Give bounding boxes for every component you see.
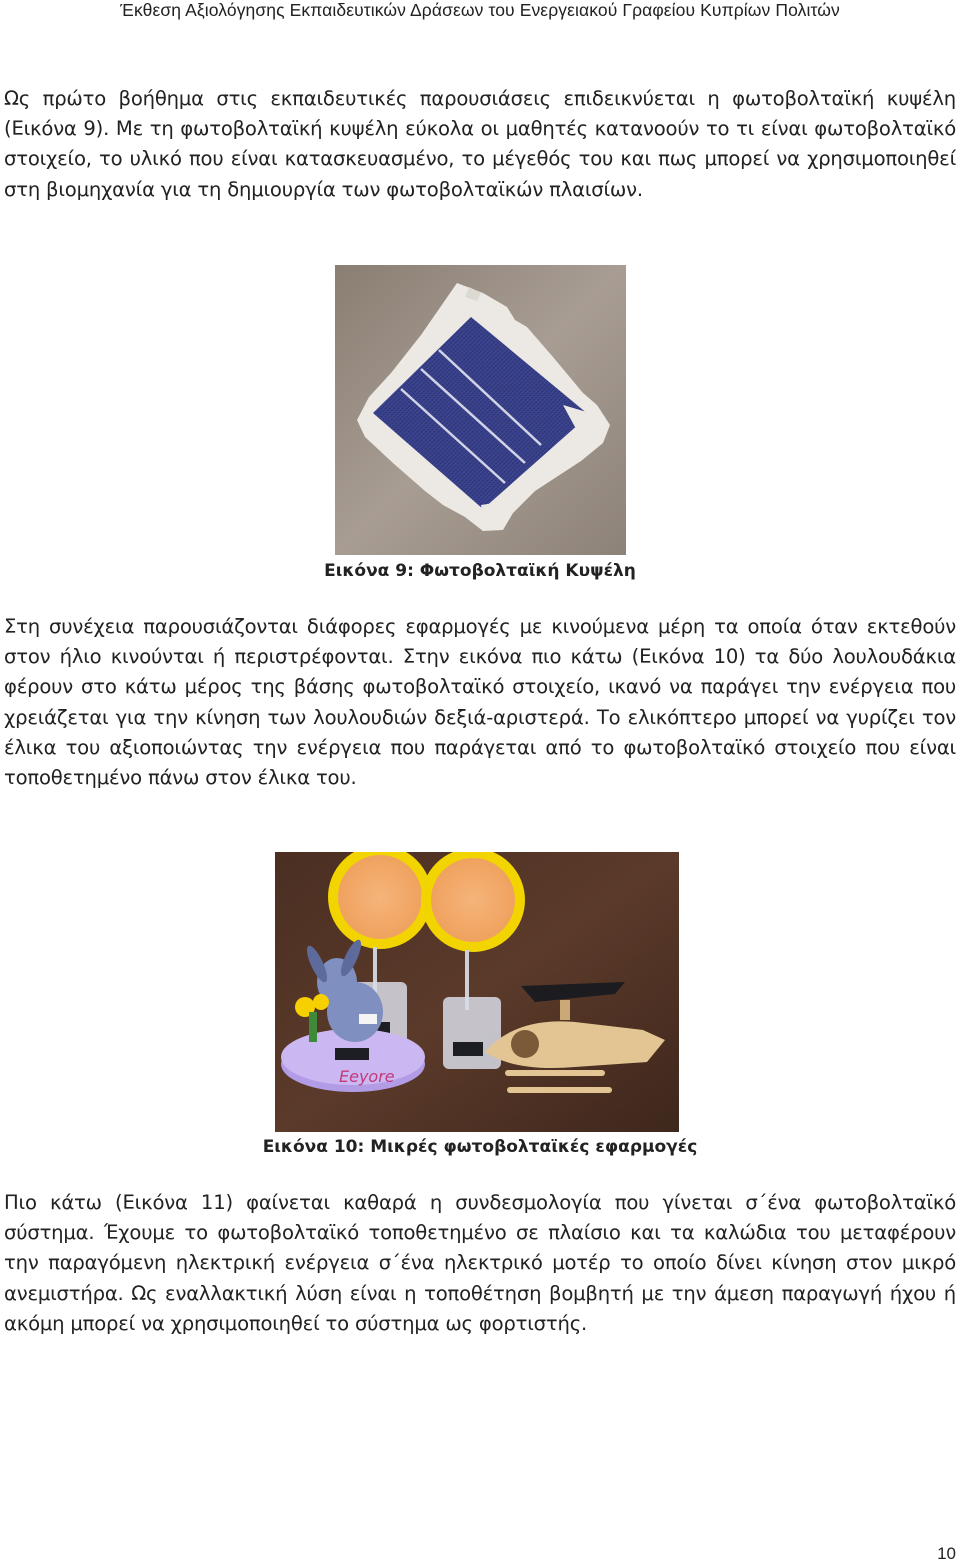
- page-header: Έκθεση Αξιολόγησης Εκπαιδευτικών Δράσεων του Ενεργειακού Γραφείου Κυπρίων Πολιτών: [120, 0, 840, 20]
- eeyore-sign-text: Eeyore: [339, 1067, 395, 1086]
- page-number: 10: [937, 1544, 956, 1563]
- photovoltaic-cell-illustration: [335, 265, 626, 555]
- solar-toys-illustration: [275, 852, 679, 1132]
- photovoltaic-cell-photo: [335, 265, 626, 555]
- paragraph-intro: Ως πρώτο βοήθημα στις εκπαιδευτικές παρουσιάσεις επιδεικνύεται η φωτοβολταϊκή κυψέλη (Εικόνα 9). Με τη φωτοβολταϊκή κυψέλη εύκολα οι μαθητές κατανοούν το τι είναι φωτοβολταϊκό στοιχείο, το υλικό που είναι κατασκευασμένο, το μέγεθός του και πως μπορεί να χρησιμοποιηθεί στη βιομηχανία για τη δημιουργία των φωτοβολταϊκών πλαισίων.: [4, 87, 956, 201]
- small-solar-toys-photo: [275, 852, 679, 1132]
- figure-10-caption: Εικόνα 10: Μικρές φωτοβολταϊκές εφαρμογές: [262, 1137, 698, 1157]
- paragraph-applications: Στη συνέχεια παρουσιάζονται διάφορες εφαρμογές με κινούμενα μέρη τα οποία όταν εκτεθούν στον ήλιο κινούνται ή περιστρέφονται. Στην εικόνα πιο κάτω (Εικόνα 10) τα δύο λουλουδάκια φέρουν στο κάτω μέρος της βάσης φωτοβολταϊκό στοιχείο, ικανό να παράγει την ενέργεια που χρειάζεται για την κίνηση των λουλουδιών δεξιά-αριστερά. Το ελικόπτερο μπορεί να γυρίζει τον έλικα του αξιοποιώντας την ενέργεια που παράγεται από το φωτοβολταϊκό στοιχείο που είναι τοποθετημένο πάνω στον έλικα του.: [4, 615, 956, 790]
- paragraph-system: Πιο κάτω (Εικόνα 11) φαίνεται καθαρά η συνδεσμολογία που γίνεται σ΄ένα φωτοβολταϊκό σύστημα. Έχουμε το φωτοβολταϊκό τοποθετημένο σε πλαίσιο και τα καλώδια του μεταφέρουν την παραγόμενη ηλεκτρική ενέργεια σ΄ένα ηλεκτρικό μοτέρ το οποίο δίνει κίνηση στον μικρό ανεμιστήρα. Ως εναλλακτική λύση είναι η τοποθέτηση βομβητή με την άμεση παραγωγή ήχου ή ακόμη μπορεί να χρησιμοποιηθεί το σύστημα ως φορτιστής.: [4, 1191, 956, 1335]
- figure-9-caption: Εικόνα 9: Φωτοβολταϊκή Κυψέλη: [324, 561, 636, 581]
